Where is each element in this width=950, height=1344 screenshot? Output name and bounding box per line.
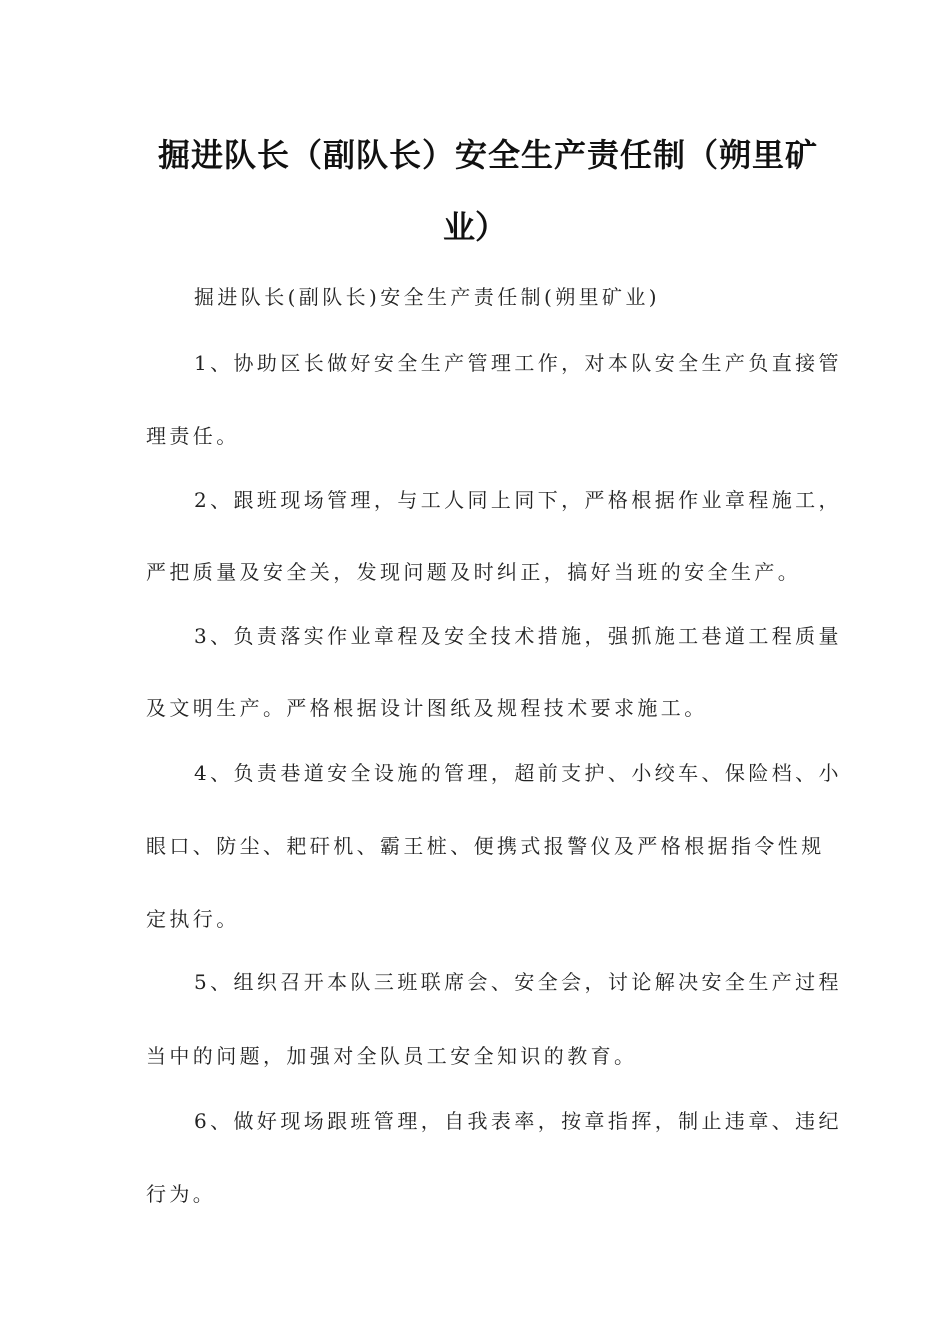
item-5-line-2: 当中的问题，加强对全队员工安全知识的教育。 (146, 1044, 638, 1068)
item-3-line-2: 及文明生产。严格根据设计图纸及规程技术要求施工。 (146, 696, 708, 720)
item-4-line-2: 眼口、防尘、耙矸机、霸王桩、便携式报警仪及严格根据指令性规 (146, 834, 825, 858)
item-2-line-1: 2、跟班现场管理，与工人同上同下，严格根据作业章程施工， (194, 488, 842, 512)
item-4-line-3: 定执行。 (146, 907, 240, 931)
item-2-line-2: 严把质量及安全关，发现问题及时纠正，搞好当班的安全生产。 (146, 560, 802, 584)
item-4-line-1: 4、负责巷道安全设施的管理，超前支护、小绞车、保险档、小 (194, 761, 842, 785)
item-1-line-1: 1、协助区长做好安全生产管理工作，对本队安全生产负直接管 (194, 351, 842, 375)
item-6-line-1: 6、做好现场跟班管理，自我表率，按章指挥，制止违章、违纪 (194, 1109, 842, 1133)
item-6-line-2: 行为。 (146, 1182, 217, 1206)
item-5-line-1: 5、组织召开本队三班联席会、安全会，讨论解决安全生产过程 (194, 970, 842, 994)
document-title-line-1: 掘进队长（副队长）安全生产责任制（朔里矿 (158, 136, 819, 174)
document-subtitle: 掘进队长(副队长)安全生产责任制(朔里矿业) (194, 285, 661, 309)
item-3-line-1: 3、负责落实作业章程及安全技术措施，强抓施工巷道工程质量 (194, 624, 842, 648)
item-1-line-2: 理责任。 (146, 424, 240, 448)
document-title-line-2: 业） (442, 208, 507, 246)
